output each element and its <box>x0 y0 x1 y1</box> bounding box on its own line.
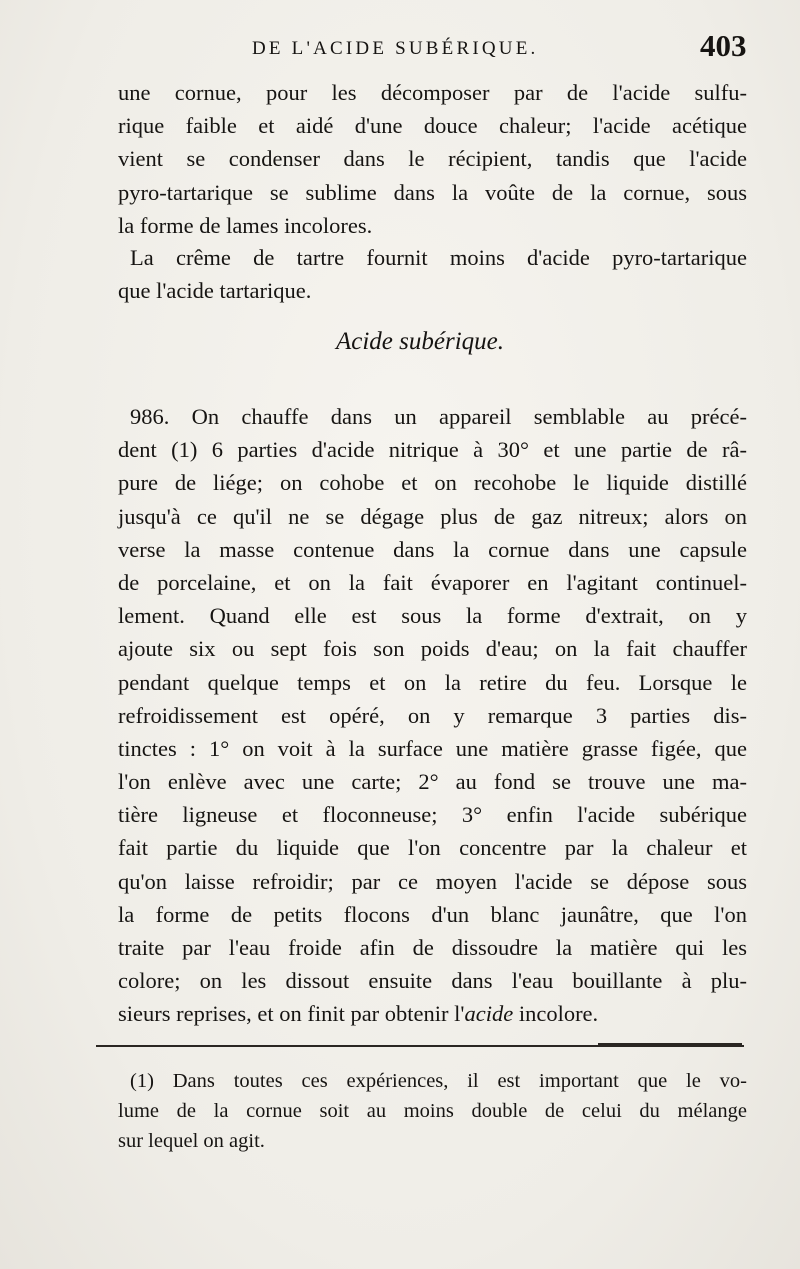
section-title: Acide subérique. <box>335 328 504 355</box>
footnote-separator-heavy <box>598 1043 742 1046</box>
running-header: DE L'ACIDE SUBÉRIQUE. <box>252 38 539 59</box>
text-line: dent (1) 6 parties d'acide nitrique à 30° et une partie de râ- <box>118 437 747 463</box>
intro-paragraph <box>118 76 747 242</box>
text-line: refroidissement est opéré, on y remarque 3 parties dis- <box>118 702 747 728</box>
final-line-start: sieurs reprises, et on finit par obtenir l' <box>118 1001 465 1027</box>
text-line: 986. On chauffe dans un appareil semblable au précé- <box>130 404 747 429</box>
text-line: qu'on laisse refroidir; par ce moyen l'acide se dépose sous <box>118 868 747 894</box>
text-line: tinctes : 1° on voit à la surface une matière grasse figée, que <box>118 735 747 761</box>
text-line: l'on enlève avec une carte; 2° au fond se trouve une ma- <box>118 769 747 795</box>
text-line-final <box>118 997 747 1030</box>
text-line: traite par l'eau froide afin de dissoudre la matière qui les <box>118 935 747 960</box>
final-line-end: incolore. <box>513 1001 599 1027</box>
text-line: que l'acide tartarique. <box>118 278 312 304</box>
footnote-line: lume de la cornue soit au moins double de celui du mélange <box>118 1100 747 1122</box>
text-line: rique faible et aidé d'une douce chaleur; l'acide acétique <box>118 113 747 139</box>
text-line: fait partie du liquide que l'on concentre par la chaleur et <box>118 835 747 861</box>
main-paragraph <box>118 400 747 1031</box>
text-line: La crême de tartre fournit moins d'acide pyro-tartarique <box>130 245 747 270</box>
text-line: la forme de lames incolores. <box>118 212 373 238</box>
text-line: une cornue, pour les décomposer par de l'acide sulfu- <box>118 80 747 105</box>
text-line: de porcelaine, et on la fait évaporer en l'agitant continuel- <box>118 569 747 595</box>
text-line: la forme de petits flocons d'un blanc jaunâtre, que l'on <box>118 901 747 927</box>
text-line: pendant quelque temps et on la retire du feu. Lorsque le <box>118 669 747 695</box>
text-line: colore; on les dissout ensuite dans l'eau bouillante à plu- <box>118 968 747 994</box>
page-number: 403 <box>700 28 747 63</box>
text-line: lement. Quand elle est sous la forme d'extrait, on y <box>118 603 747 629</box>
footnote-line: (1) Dans toutes ces expériences, il est important que le vo- <box>130 1070 747 1092</box>
text-line: verse la masse contenue dans la cornue dans une capsule <box>118 536 747 562</box>
italic-acide: acide <box>464 1001 514 1027</box>
creme-paragraph <box>118 241 747 307</box>
footnote <box>118 1066 747 1156</box>
text-line: jusqu'à ce qu'il ne se dégage plus de gaz nitreux; alors on <box>118 503 747 529</box>
text-line: vient se condenser dans le récipient, tandis que l'acide <box>118 146 747 172</box>
text-line: tière ligneuse et floconneuse; 3° enfin l'acide subérique <box>118 802 747 828</box>
text-line: ajoute six ou sept fois son poids d'eau; on la fait chauffer <box>118 636 747 662</box>
text-line: pyro-tartarique se sublime dans la voûte de la cornue, sous <box>118 179 747 205</box>
text-line: pure de liége; on cohobe et on recohobe le liquide distillé <box>118 470 747 496</box>
footnote-line: sur lequel on agit. <box>118 1130 265 1152</box>
